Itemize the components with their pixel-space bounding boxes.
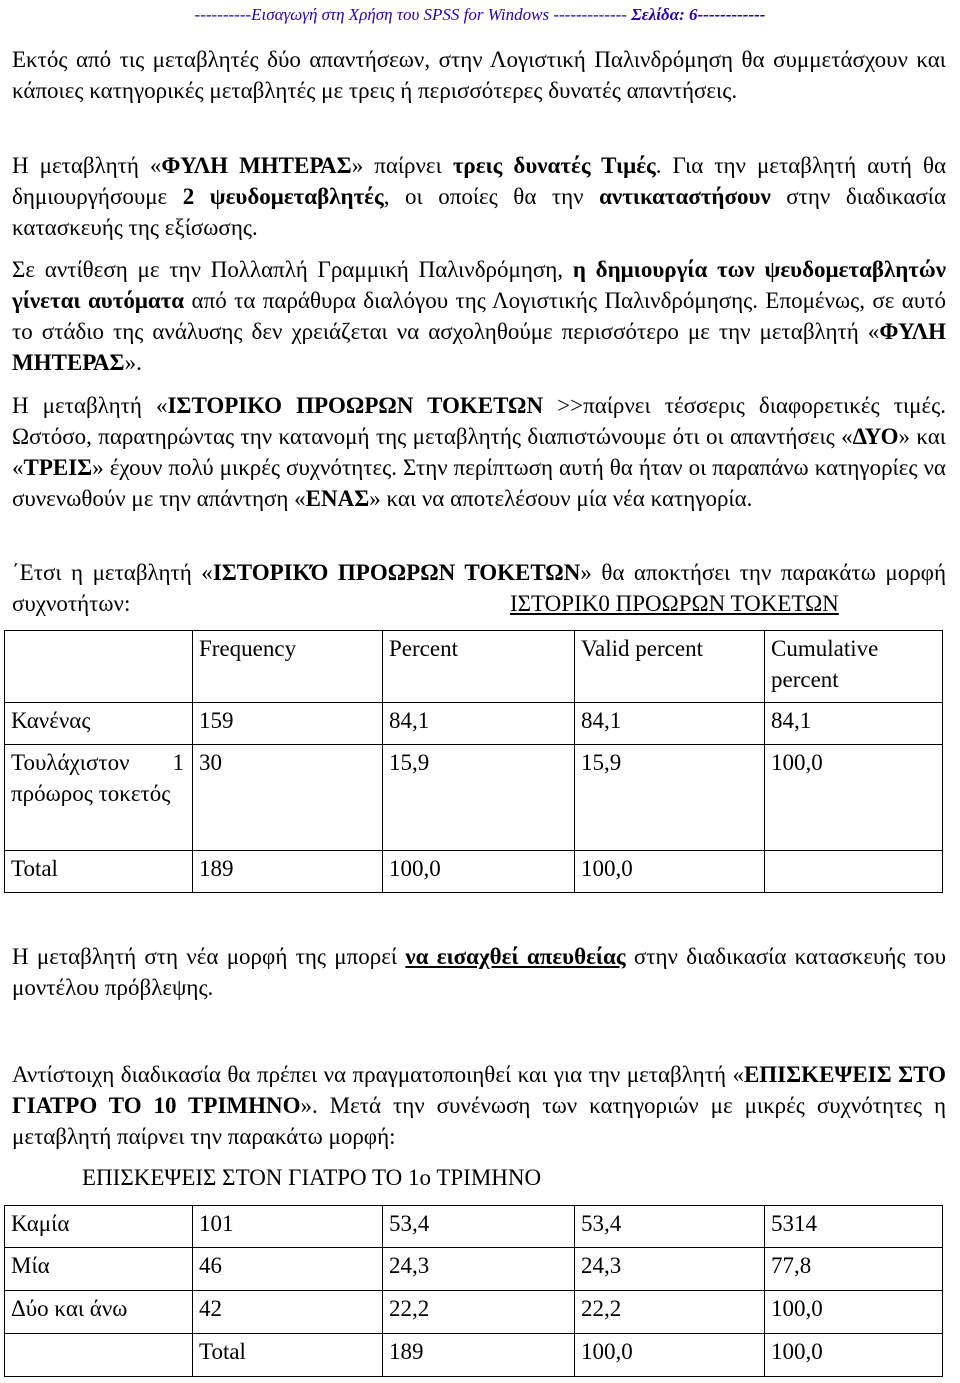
p2-text-g: , οι οποίες θα την [383, 184, 600, 209]
p3-bold-variable: ΦΥΛΗ ΜΗΤΕΡΑΣ [12, 319, 946, 375]
p4-text-c: >>παίρνει τέσσερις διαφορετικές τιμές. Ωστόσο, παρατηρώντας την κατανομή της μεταβλητής διαπιστώνουμε ότι οι απαντήσεις « [12, 393, 946, 449]
header-cell: Percent [383, 631, 575, 703]
table-row [5, 745, 943, 851]
table-cell: 100,0 [383, 851, 575, 893]
table-cell: Τουλάχιστον 1 πρόωρος τοκετός [5, 745, 193, 851]
p6-text-c: στην διαδικασία κατασκευής του μοντέλου πρόβλεψης. [12, 944, 946, 1000]
p2-text-a: Η μεταβλητή « [12, 153, 162, 178]
table-cell: 159 [193, 703, 383, 745]
p3-bold-auto: η δημιουργία των ψευδομεταβλητών γίνεται αυτόματα [12, 257, 946, 313]
paragraph-2 [12, 150, 946, 243]
header-cell: Valid percent [575, 631, 765, 703]
table-cell: 189 [383, 1334, 575, 1377]
table-cell: 100,0 [575, 851, 765, 893]
table-cell: 5314 [765, 1206, 943, 1248]
table-cell: 100,0 [765, 1291, 943, 1334]
table-cell: 15,9 [575, 745, 765, 851]
table-cell: 22,2 [575, 1291, 765, 1334]
p4-text-g: » έχουν πολύ μικρές συχνότητες. Στην περίπτωση αυτή θα ήταν οι παραπάνω κατηγορίες να συνενωθούν με την απάντηση « [12, 455, 946, 511]
table-cell: 24,3 [575, 1248, 765, 1291]
table-cell: Καμία [5, 1206, 193, 1248]
p4-text-e: » και « [12, 424, 946, 480]
table-cell: 42 [193, 1291, 383, 1334]
header-cell: Cumulative percent [765, 631, 943, 703]
table-cell: Κανένας [5, 703, 193, 745]
table-cell: 100,0 [575, 1334, 765, 1377]
p2-bold-variable: ΦΥΛΗ ΜΗΤΕΡΑΣ [161, 153, 352, 178]
table1-title-text: ΙΣΤΟΡΙΚ0 ΠΡΟΩΡΩΝ ΤΟΚΕΤΩΝ [510, 591, 839, 616]
paragraph-3 [12, 254, 946, 378]
p6-bold-direct: να εισαχθεί απευθείας [405, 944, 626, 969]
table-cell [5, 1334, 193, 1377]
p4-bold-three: ΤΡΕΙΣ [23, 455, 93, 480]
table-cell: 53,4 [575, 1206, 765, 1248]
p5-text-c: » θα αποκτήσει την παρακάτω μορφή συχνοτήτων: [12, 560, 946, 616]
table-row [5, 1334, 943, 1377]
header-page-label: Σελίδα: 6------------ [626, 5, 766, 24]
p2-bold-replace: αντικαταστήσουν [599, 184, 771, 209]
p2-text-c: » παίρνει [351, 153, 453, 178]
table-cell: Μία [5, 1248, 193, 1291]
table-cell: 53,4 [383, 1206, 575, 1248]
p4-bold-two: ΔΥΟ [852, 424, 899, 449]
p6-text-a: Η μεταβλητή στη νέα μορφή της μπορεί [12, 944, 406, 969]
table-cell: 100,0 [765, 745, 943, 851]
table-cell: 84,1 [383, 703, 575, 745]
p3-text-e: ». [124, 350, 142, 375]
table-cell: 77,8 [765, 1248, 943, 1291]
table-cell: Total [193, 1334, 383, 1377]
p4-text-i: » και να αποτελέσουν μία νέα κατηγορία. [369, 486, 753, 511]
paragraph-7 [12, 1059, 946, 1152]
p2-text-e: . Για την μεταβλητή αυτή θα δημιουργήσουμε [12, 153, 947, 209]
p4-bold-one: ΕΝΑΣ [305, 486, 370, 511]
table-cell: 189 [193, 851, 383, 893]
header-cell: Frequency [193, 631, 383, 703]
p3-text-a: Σε αντίθεση με την Πολλαπλή Γραμμική Παλινδρόμηση, [12, 257, 573, 282]
table-row [5, 851, 943, 893]
p2-bold-dummies: 2 ψευδομεταβλητές [182, 184, 384, 209]
p5-text-a: ΄Ετσι η μεταβλητή « [12, 560, 213, 585]
p7-bold-variable: ΕΠΙΣΚΕΨΕΙΣ ΣΤΟ ΓΙΑΤΡΟ ΤΟ 10 ΤΡΙΜΗΝΟ [12, 1062, 946, 1118]
table-cell: Total [5, 851, 193, 893]
table-cell: 24,3 [383, 1248, 575, 1291]
paragraph-4 [12, 390, 946, 514]
paragraph-6 [12, 941, 946, 1003]
table-cell: 22,2 [383, 1291, 575, 1334]
p7-text-a: Αντίστοιχη διαδικασία θα πρέπει να πραγματοποιηθεί και για την μεταβλητή « [12, 1062, 744, 1087]
table-row [5, 1206, 943, 1248]
table-row [5, 1248, 943, 1291]
table-cell: 15,9 [383, 745, 575, 851]
header-cell [5, 631, 193, 703]
p3-text-c: από τα παράθυρα διαλόγου της Λογιστικής Παλινδρόμησης. Επομένως, σε αυτό το στάδιο της ανάλυσης δεν χρειάζεται να ασχοληθούμε περισσότερο με την μεταβλητή « [12, 288, 946, 344]
p5-bold-variable: ΙΣΤΟΡΙΚΌ ΠΡΟΩΡΩΝ ΤΟΚΕΤΩΝ [212, 560, 581, 585]
table-cell: 46 [193, 1248, 383, 1291]
p2-text-i: στην διαδικασία κατασκευής της εξίσωσης. [12, 184, 947, 240]
table-cell: 30 [193, 745, 383, 851]
table2-title: ΕΠΙΣΚΕΨΕΙΣ ΣΤΟΝ ΓΙΑΤΡΟ ΤΟ 1ο ΤΡΙΜΗΝΟ [82, 1165, 542, 1190]
table-cell [765, 851, 943, 893]
table-cell: Δύο και άνω [5, 1291, 193, 1334]
p7-text-c: ». Μετά την συνένωση των κατηγοριών με μικρές συχνότητες η μεταβλητή παίρνει την παρακάτω μορφή: [12, 1093, 947, 1149]
table-cell: 84,1 [765, 703, 943, 745]
table-cell: 100,0 [765, 1334, 943, 1377]
paragraph-1: Εκτός από τις μεταβλητές δύο απαντήσεων, στην Λογιστική Παλινδρόμηση θα συμμετάσχουν και κάποιες κατηγορικές μεταβλητές με τρεις ή περισσότερες δυνατές απαντήσεις. [12, 47, 946, 103]
header-text: ----------Εισαγωγή στη Χρήση του SPSS for Windows ------------- [194, 5, 627, 24]
table-row [5, 703, 943, 745]
table-header-row [5, 631, 943, 703]
frequency-table-visits [4, 1205, 943, 1377]
frequency-table-preterm [4, 630, 943, 893]
p4-text-a: Η μεταβλητή « [12, 393, 168, 418]
table-cell: 101 [193, 1206, 383, 1248]
table-row [5, 1291, 943, 1334]
page-header [0, 4, 960, 26]
table1-title [510, 588, 839, 619]
p4-bold-variable: ΙΣΤΟΡΙΚΟ ΠΡΟΩΡΩΝ ΤΟΚΕΤΩΝ [167, 393, 544, 418]
table-cell: 84,1 [575, 703, 765, 745]
p2-bold-values: τρεις δυνατές Τιμές [452, 153, 656, 178]
